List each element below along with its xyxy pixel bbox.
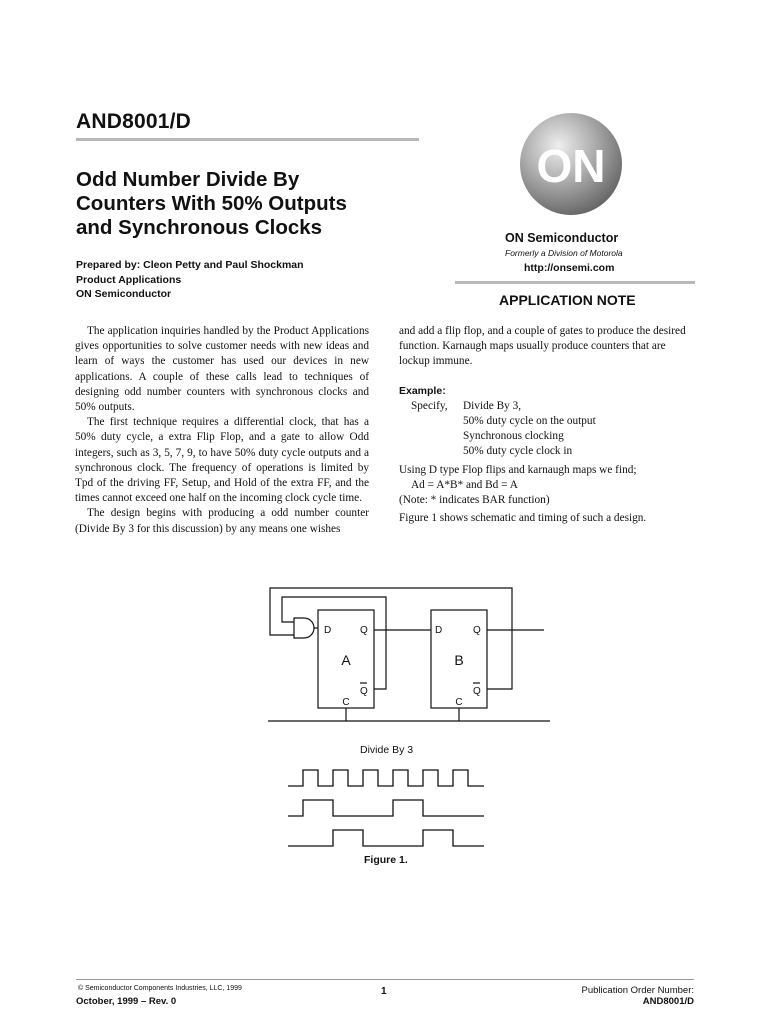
output-waveform-2 [288,830,484,846]
copyright: © Semiconductor Components Industries, LLC, 1999 [78,985,242,992]
page-number: 1 [381,986,387,997]
spec-value: 50% duty cycle clock in [463,445,573,458]
note: (Note: * indicates BAR function) [399,494,550,507]
company: ON Semiconductor [76,288,172,300]
ff-a-qbar-label: Q [360,686,368,697]
paragraph: The design begins with producing a odd number counter (Divide By 3 for this discussion) by any means one wishes [75,507,369,535]
timing-caption: Divide By 3 [360,744,414,756]
document-title [76,168,436,240]
figure-caption: Figure 1. [364,854,408,866]
spec-row [399,414,695,429]
ff-a-name: A [341,652,351,668]
schematic-diagram [260,585,550,725]
paragraph: The first technique requires a differential clock, that has a 50% duty cycle, a extra Flip Flop, and a gate to allow Odd integers, such as 3, 5, 7, 9, to have 50% duty cycle outputs and a synchronous clock. The frequency of operations is limited by Tpd of the driving FF, Setup, and Hold of the extra FF, and the times cannot exceed one half on the incoming clock cycle time. [75,416,369,505]
spec-value: Divide By 3, [463,399,522,412]
publication-label: Publication Order Number: [581,985,694,996]
kmap-line: Using D type Flop flips and karnaugh maps we find; [399,463,637,476]
spec-value: 50% duty cycle on the output [463,415,596,428]
ff-a-q-label: Q [360,625,368,636]
section-label: APPLICATION NOTE [499,292,636,308]
ff-b-qbar-label: Q [473,686,481,697]
spec-value: Synchronous clocking [463,430,564,443]
figure-reference: Figure 1 shows schematic and timing of such a design. [399,512,647,525]
ff-b-q-label: Q [473,625,481,636]
right-rule [455,281,695,284]
specify-label: Specify, [411,399,448,412]
on-semiconductor-logo [519,112,623,216]
output-waveform-1 [288,800,484,816]
website-link[interactable]: http://onsemi.com [524,262,615,274]
timing-diagram [288,764,488,850]
body-left-column [75,324,369,537]
spec-row [399,399,695,414]
spec-row [399,444,695,459]
publication-code: AND8001/D [642,996,694,1007]
document-number: AND8001/D [76,110,192,133]
ff-a-d-label: D [324,625,332,636]
ff-b-c-label: C [455,697,463,708]
author-block [76,258,304,302]
brand-name: ON Semiconductor [505,231,619,245]
header-rule [76,138,419,141]
footer-rule [76,979,694,980]
example-label: Example: [399,384,446,397]
ff-b-d-label: D [435,625,443,636]
prepared-by: Prepared by: Cleon Petty and Paul Shockman [76,259,304,271]
and-gate [294,618,314,638]
title-line: Odd Number Divide By [76,168,300,191]
paragraph: The application inquiries handled by the Product Applications gives opportunities to solve customer needs with new ideas and learn of ways the customer has used our devices in new applications. A couple of these calls lead to techniques of designing odd number counters with synchronous clocks and 50% outputs. [75,325,369,414]
clock-waveform [288,770,484,786]
paragraph: and add a flip flop, and a couple of gates to produce the desired function. Karnaugh maps usually produce counters that are lockup immune. [399,325,686,368]
brand-subtitle: Formerly a Division of Motorola [505,248,623,258]
logo-mark: ON [536,140,606,192]
spec-row [399,429,695,444]
department: Product Applications [76,273,182,286]
body-right-column [399,324,695,526]
title-line: and Synchronous Clocks [76,216,323,239]
equation: Ad = A*B* and Bd = A [411,478,518,491]
date-revision: October, 1999 – Rev. 0 [76,996,177,1007]
ff-b-name: B [454,652,464,668]
title-line: Counters With 50% Outputs [76,192,347,215]
ff-a-c-label: C [342,697,350,708]
